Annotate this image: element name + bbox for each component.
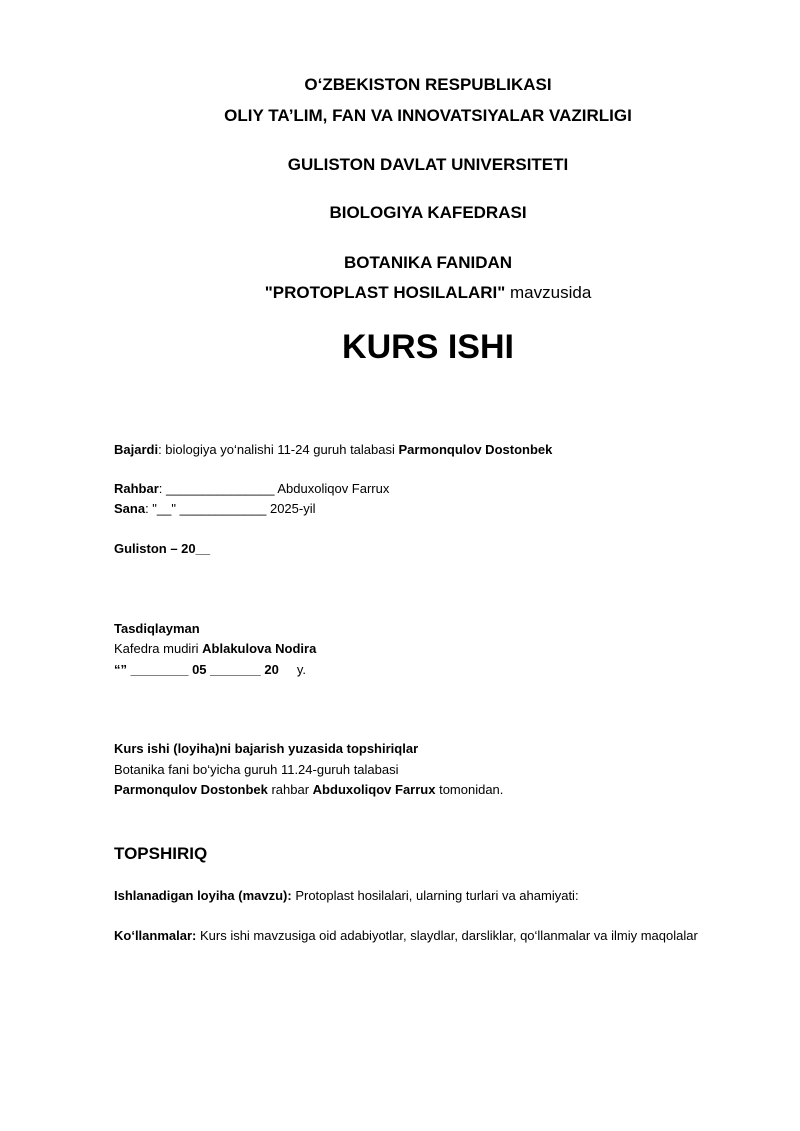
assignment-topic-text: Protoplast hosilalari, ularning turlari va ahamiyati: [291,888,579,903]
performer-line [114,442,552,457]
department-name: BIOLOGIYA KAFEDRASI [329,203,527,222]
tasks-student-name: Parmonqulov Dostonbek [114,782,268,797]
supervisor-label: Rahbar [114,481,159,496]
date-line [114,501,316,516]
document-type-title: KURS ISHI [342,328,514,366]
assignment-materials-text: Kurs ishi mavzusiga oid adabiyotlar, slaydlar, darsliklar, qo‘llanmalar va ilmiy maqolalar [196,928,698,943]
performer-name: Parmonqulov Dostonbek [398,442,553,457]
date-label: Sana [114,501,146,516]
approval-date-line [114,662,306,677]
assignment-heading: TOPSHIRIQ [114,844,208,863]
assignment-materials-label: Ko‘llanmalar: [114,928,197,943]
topic-line [0,283,800,303]
assignment-materials-line [114,928,698,943]
ministry-line-2: OLIY TA’LIM, FAN VA INNOVATSIYALAR VAZIRLIGI [224,106,632,125]
approval-title: Tasdiqlayman [114,621,200,636]
approval-head-name: Ablakulova Nodira [202,641,317,656]
topic-suffix: mavzusida [505,283,592,302]
city-year: Guliston – 20__ [114,541,211,556]
assignment-topic-label: Ishlanadigan loyiha (mavzu): [114,888,292,903]
ministry-line-1: O‘ZBEKISTON RESPUBLIKASI [304,75,552,94]
tasks-supervisor-name: Abduxoliqov Farrux [312,782,436,797]
tasks-mid-text: rahbar [267,782,313,797]
approval-head-line [114,641,316,656]
approval-date-suffix: y. [278,662,307,677]
university-name: GULISTON DAVLAT UNIVERSITETI [287,155,569,174]
tasks-line-2 [114,782,503,797]
subject-name: BOTANIKA FANIDAN [343,253,513,272]
approval-head-prefix: Kafedra mudiri [114,641,203,656]
supervisor-text: : _______________ Abduxoliqov Farrux [158,481,390,496]
tasks-end-text: tomonidan. [435,782,504,797]
tasks-title: Kurs ishi (loyiha)ni bajarish yuzasida topshiriqlar [114,741,419,756]
performer-label: Bajardi [114,442,159,457]
topic-title: "PROTOPLAST HOSILALARI" [264,283,506,302]
date-text: : "__" ____________ 2025-yil [145,501,316,516]
approval-date: “” ________ 05 _______ 20 [114,662,279,677]
supervisor-line [114,481,389,496]
tasks-line-1: Botanika fani bo‘yicha guruh 11.24-guruh talabasi [114,762,399,777]
performer-text: : biologiya yo‘nalishi 11-24 guruh talabasi [158,442,399,457]
assignment-topic-line [114,888,579,903]
